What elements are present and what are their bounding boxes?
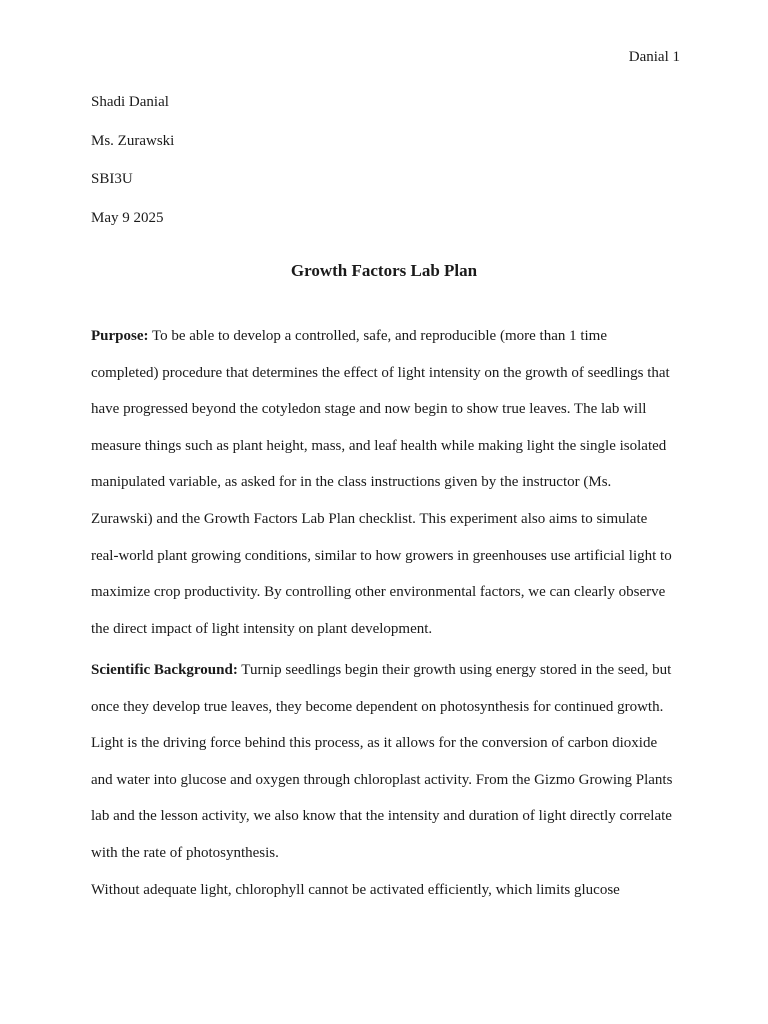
paragraph-line: measure things such as plant height, mass, and leaf health while making light the single isolated [91, 437, 667, 454]
paragraph-line: Light is the driving force behind this process, as it allows for the conversion of carbon dioxide [91, 735, 658, 752]
paragraph-line [91, 652, 681, 689]
paragraph-line: Zurawski) and the Growth Factors Lab Plan checklist. This experiment also aims to simulate [91, 510, 648, 527]
paragraph-line: manipulated variable, as asked for in the class instructions given by the instructor (Ms. [91, 474, 612, 491]
paragraph-text: To be able to develop a controlled, safe, and reproducible (more than 1 time [148, 328, 608, 344]
paragraph-line: maximize crop productivity. By controlling other environmental factors, we can clearly observe [91, 584, 666, 601]
paragraph-line: Without adequate light, chlorophyll cannot be activated efficiently, which limits glucose [91, 881, 620, 898]
student-name: Shadi Danial [91, 94, 169, 110]
paragraph-line: the direct impact of light intensity on plant development. [91, 620, 433, 637]
paragraph-line: once they develop true leaves, they become dependent on photosynthesis for continued growth. [91, 698, 664, 715]
purpose-paragraph [91, 318, 681, 647]
scientific-background-paragraph [91, 652, 681, 908]
teacher-name: Ms. Zurawski [91, 132, 175, 149]
paragraph-line [91, 318, 681, 355]
mla-heading [91, 92, 691, 246]
paragraph-text: Turnip seedlings begin their growth using energy stored in the seed, but [237, 662, 672, 678]
paragraph-line: with the rate of photosynthesis. [91, 844, 279, 861]
purpose-label: Purpose: [91, 328, 149, 344]
page-header: Danial 1 [628, 49, 680, 65]
paragraph-line: and water into glucose and oxygen through chloroplast activity. From the Gizmo Growing Plants [91, 771, 673, 788]
paragraph-line: lab and the lesson activity, we also know that the intensity and duration of light directly correlate [91, 808, 672, 825]
course-code: SBI3U [91, 171, 133, 187]
background-label: Scientific Background: [91, 662, 238, 678]
document-title: Growth Factors Lab Plan [290, 261, 478, 280]
paragraph-line: completed) procedure that determines the effect of light intensity on the growth of seedlings that [91, 364, 670, 381]
paragraph-line: have progressed beyond the cotyledon stage and now begin to show true leaves. The lab will [91, 401, 647, 418]
document-date: May 9 2025 [91, 209, 164, 226]
paragraph-line: real-world plant growing conditions, similar to how growers in greenhouses use artificial light to [91, 547, 672, 564]
